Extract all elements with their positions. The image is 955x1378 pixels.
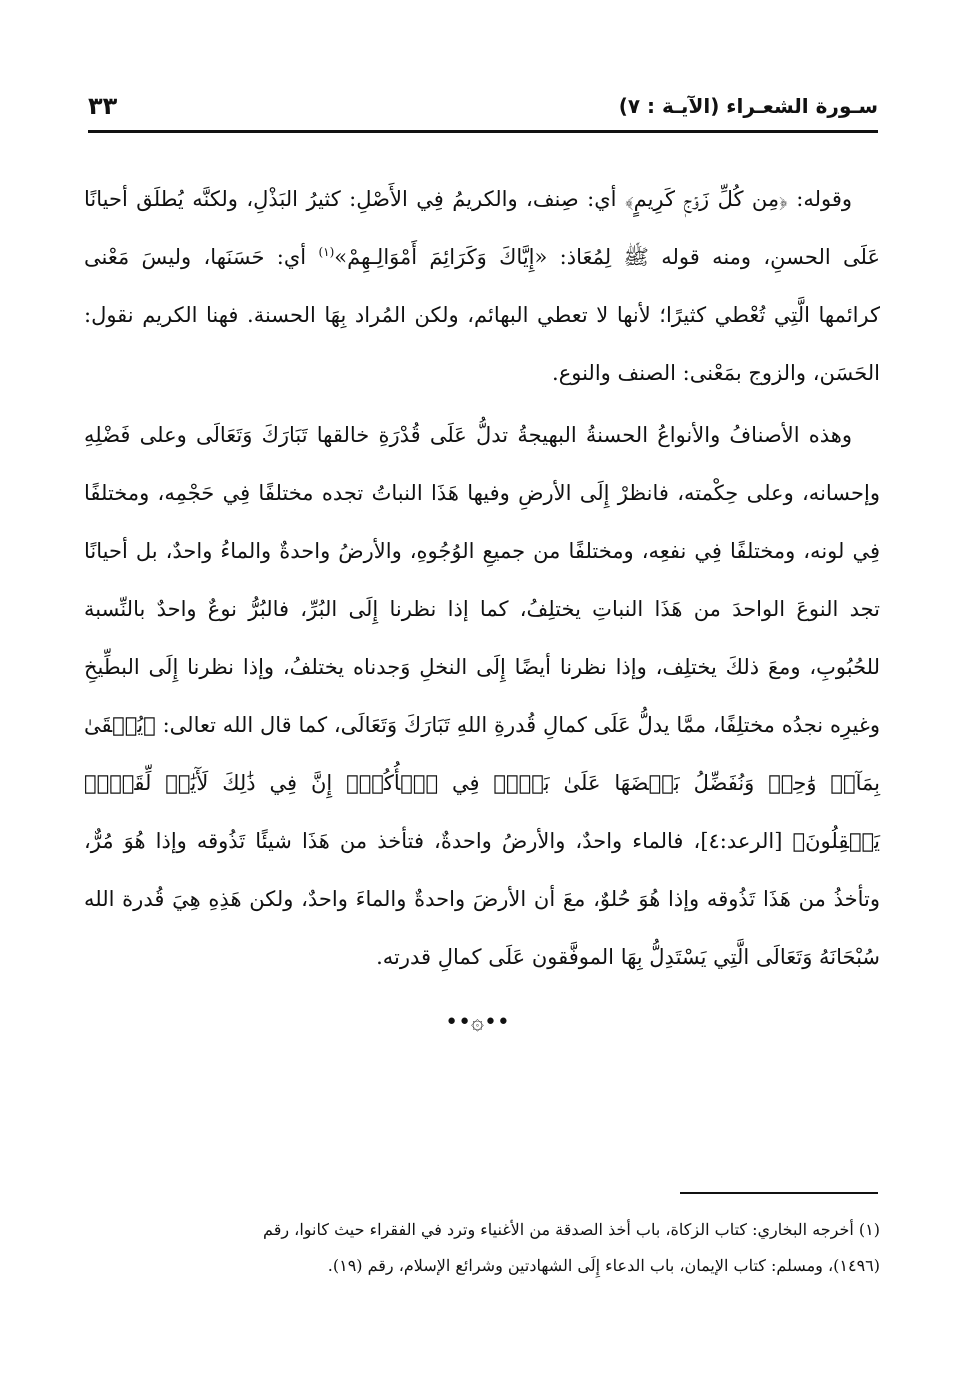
running-title: سـورة الشعـراء (الآيـة : ٧) — [618, 94, 878, 118]
main-text — [84, 170, 880, 990]
quran-verse-1: ﴿مِن كُلِّ زَوۡجٖ كَرِيمٍ﴾ — [624, 187, 788, 211]
paragraph-1-text-a: أي: صِنف، والكريمُ فِي الأَصْلِ: كثيرُ البَذْلِ، ولكنَّه يُطلَق أحيانًا عَلَى الحسنِ، ومنه قوله ﷺ لِمُعَاذ: «إِيَّاكَ وَكَرَائِمَ أَمْوَالِـهِمْ» — [84, 187, 880, 269]
paragraph-1-text-b: أي: حَسَنَها، وليسَ مَعْنى كرائمها الَّتِي تُعْطي كثيرًا؛ لأنها لا تعطي البهائم، ولكن المُراد بِهَا الحسنة. فهنا الكريم نقول: الحَسَن، والزوج بمَعْنى: الصنف والنوع. — [84, 245, 880, 385]
paragraph-1-intro: وقوله: — [787, 187, 853, 211]
paragraph-2 — [84, 406, 880, 986]
header-rule — [88, 130, 878, 133]
section-end-ornament: ••۞•• — [445, 1010, 510, 1035]
footnote-reference-1: (١) — [318, 245, 335, 259]
footnote-1-line-2: (١٤٩٦)، ومسلم: كتاب الإيمان، باب الدعاء إِلَى الشهادتين وشرائع الإسلام، رقم (١٩). — [327, 1256, 880, 1275]
page-header — [88, 92, 878, 132]
paragraph-1 — [84, 170, 880, 402]
paragraph-2-text-b: ، فالماء واحدٌ، والأرضُ واحدةٌ، فتأخذ من هَذَا شيئًا تَذُوقه وإذا هُوَ مُرٌّ، وتأخذُ من هَذَا تَذُوقه وإذا هُوَ حُلوٌ، معَ أن الأرضَ واحدةٌ والماءَ واحدٌ، ولكن هَذِهِ هِيَ قُدرة الله سُبْحَانَهُ وَتَعَالَى الَّتِي يَسْتَدِلُّ بِهَا الموفَّقون عَلَى كمالِ قدرته. — [84, 829, 881, 969]
verse-reference: [الرعد:٤] — [700, 829, 793, 853]
footnote-1-line-1: (١) أخرجه البخاري: كتاب الزكاة، باب أخذ الصدقة من الأغنياء وترد في الفقراء حيث كانوا، رقم — [263, 1220, 880, 1239]
paragraph-2-text-a: وهذه الأصنافُ والأنواعُ الحسنةُ البهيجةُ تدلُّ عَلَى قُدْرَةِ خالقها تَبَارَكَ وَتَعَالَى وعلى فَضْلِهِ وإحسانه، وعلى حِكْمته، فانظرْ إِلَى الأرضِ وفيها هَذَا النباتُ تجده مختلفًا فِي حَجْمِه، ومختلفًا فِي لونه، ومختلفًا فِي نفعِه، ومختلفًا من جميعِ الوُجُوهِ، والأرضُ واحدةٌ والماءُ واحدٌ، بل أحيانًا تجد النوعَ الواحدَ من هَذَا النباتِ يختلِفُ، كما إذا نظرنا إِلَى البُرِّ، فالبُرُّ نوعٌ واحدٌ بالنِّسبة للحُبُوبِ، ومعَ ذلكَ يختلِف، وإذا نظرنا أيضًا إِلَى النخلِ وَجدناه يختلفُ، وإذا نظرنا إِلَى البطِّيخِ وغيرِه نجدُه مختلِفًا، ممَّا يدلُّ عَلَى كمالِ قُدرةِ اللهِ تَبَارَكَ وَتَعَالَى، كما قال الله تعالى: — [84, 423, 880, 737]
footnote-rule — [680, 1192, 878, 1194]
page-number: ٣٣ — [88, 92, 118, 120]
quran-verse-2: ﴿يُسۡقَىٰ بِمَآءٖ وَٰحِدٖ وَنُفَضِّلُ بَعۡضَهَا عَلَىٰ بَعۡضٖ فِي ٱلۡأُكُلِۚ إِنَّ فِي ذَٰلِكَ لَأٓيَٰتٖ لِّقَوۡمٖ يَعۡقِلُونَ﴾ — [84, 713, 880, 853]
footnotes — [84, 1212, 880, 1284]
